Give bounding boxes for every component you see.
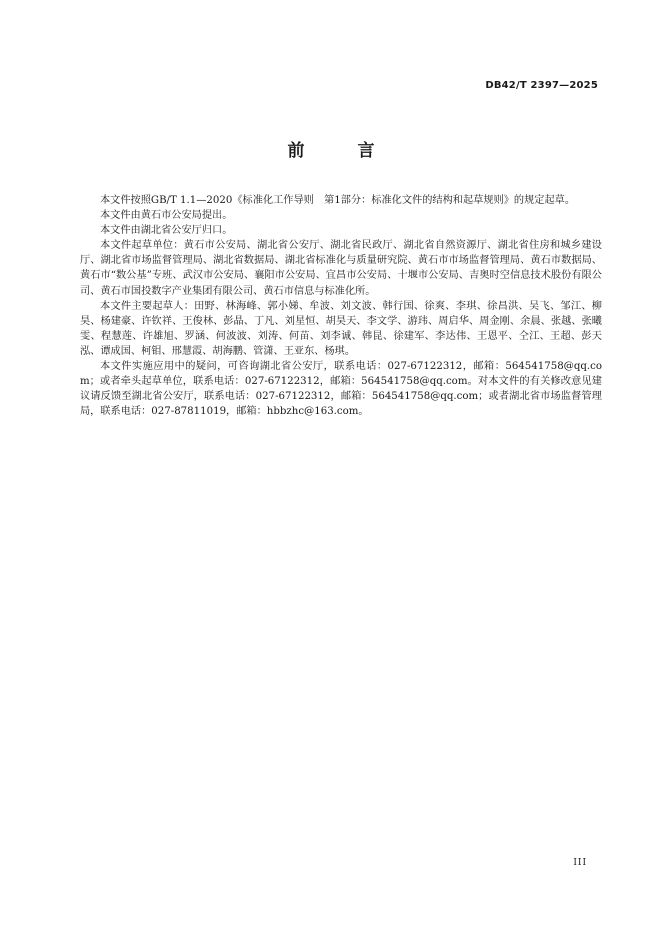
- paragraph-administrator: 本文件由湖北省公安厅归口。: [100, 225, 233, 237]
- document-code: DB42/T 2397—2025: [485, 80, 598, 91]
- page-title: 前 言: [287, 141, 393, 161]
- foreword-body: [80, 193, 602, 419]
- paragraph-drafters: 本文件主要起草人：田野、林海峰、郭小娣、牟波、刘文波、韩行国、徐爽、李琪、徐昌洪、吴飞、邹江、柳昊、杨建豪、许钦祥、王俊林、彭晶、丁凡、刘星恒、胡昊天、李文学、游玮、周启华、周金刚、余晨、张越、张曦雯、程慧莲、许雄旭、罗涵、何波波、刘涛、何苗、刘李诚、韩昆、徐建军、李达伟、王恩平、仝江、王超、彭天泓、谭成国、柯钼、邢慧霞、胡海鹏、管潇、王亚东、杨琪。: [80, 300, 602, 357]
- paragraph-standard-basis: 本文件按照GB/T 1.1—2020《标准化工作导则 第1部分：标准化文件的结构和起草规则》的规定起草。: [100, 195, 576, 206]
- paragraph-proposer: 本文件由黄石市公安局提出。: [100, 210, 233, 222]
- page-number: III: [573, 858, 587, 868]
- paragraph-contact: 本文件实施应用中的疑问，可咨询湖北省公安厅，联系电话：027-67122312，邮箱：564541758@qq.com；或者牵头起草单位，联系电话：027-67122312，邮箱：564541758@qq.com。对本文件的有关修改意见建议请反馈至湖北省公安厅，联系电话：027-67122312，邮箱：564541758@qq.com；或者湖北省市场监督管理局，联系电话：027-87811019，邮箱：hbbzhc@163.com。: [80, 361, 602, 418]
- paragraph-drafting-units: 本文件起草单位：黄石市公安局、湖北省公安厅、湖北省民政厅、湖北省自然资源厅、湖北省住房和城乡建设厅、湖北省市场监督管理局、湖北省数据局、湖北省标准化与质量研究院、黄石市市场监督管理局、黄石市数据局、黄石市“数公基”专班、武汉市公安局、襄阳市公安局、宜昌市公安局、十堰市公安局、吉奥时空信息技术股份有限公司、黄石市国投数字产业集团有限公司、黄石市信息与标准化所。: [80, 240, 602, 297]
